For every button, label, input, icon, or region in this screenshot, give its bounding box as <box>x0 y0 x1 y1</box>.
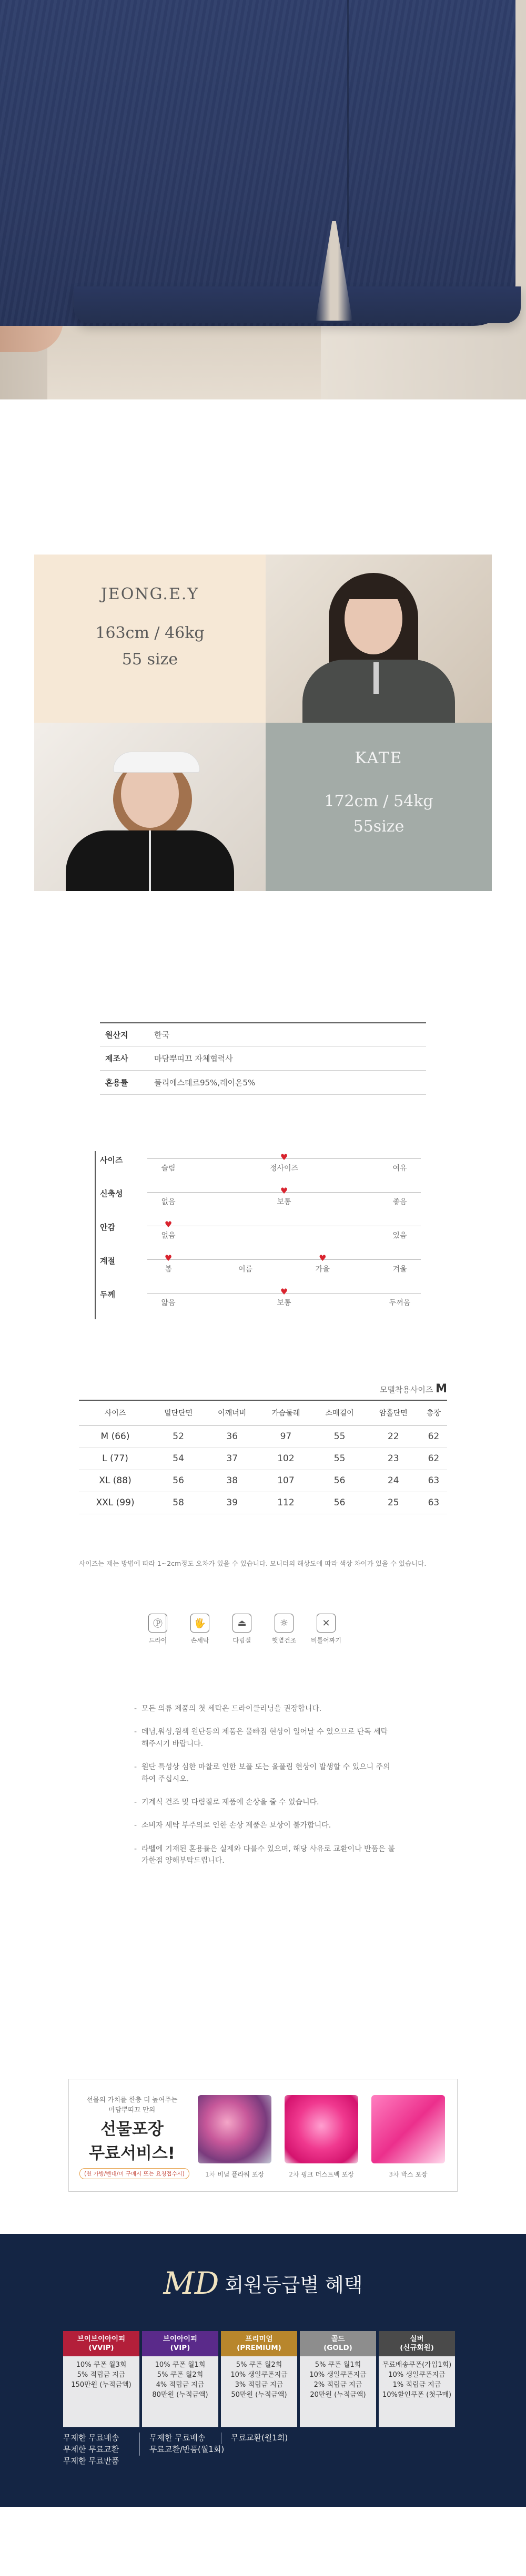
gift-title1: 선물포장 <box>100 2119 164 2139</box>
table-row <box>79 1470 447 1492</box>
care-item <box>184 1614 216 1645</box>
size-table-header: 사이즈 <box>79 1400 151 1425</box>
pants <box>47 315 321 399</box>
rating-option: 얇음 <box>161 1299 176 1307</box>
gift-wrap-banner <box>68 2079 458 2192</box>
care-notes <box>134 1703 397 1879</box>
list-item: - 원단 특성상 심한 마찰로 인한 보풀 또는 올풀림 현상이 발생할 수 있으니 주의하여 주십시오. <box>134 1761 397 1785</box>
model-size-label: 모델착용사이즈 <box>379 1385 433 1394</box>
md-logo: MD <box>163 2265 219 2301</box>
tier-benefits: 무료배송쿠폰(가입1회) 10% 생일쿠폰지급 1% 적립금 지급 10%할인쿠폰 (첫구매) <box>379 2356 455 2427</box>
list-item: - 소비자 세탁 부주의로 인한 손상 제품은 보상이 불가합니다. <box>134 1820 397 1831</box>
heart-icon: ♥ <box>164 1253 173 1263</box>
list-item: - 기계식 건조 및 다림질로 제품에 손상을 줄 수 있습니다. <box>134 1797 397 1808</box>
care-label: 다림질 <box>232 1637 251 1644</box>
size-cell: 36 <box>205 1425 259 1448</box>
size-cell: 24 <box>367 1470 420 1492</box>
gift-step-2: 2차 핑크 더스트백 포장 <box>289 2171 354 2178</box>
heart-icon: ♥ <box>164 1219 173 1229</box>
dry-clean-icon: Ⓟ <box>148 1614 167 1633</box>
size-cell: 25 <box>367 1492 420 1514</box>
iron-icon: ⏏ <box>232 1614 251 1633</box>
tier-benefits: 10% 쿠폰 월3회 5% 적립금 지급 150만원 (누적금액) <box>63 2356 139 2427</box>
benefit-group-right: 무료교환(월1회) <box>221 2433 342 2444</box>
size-table-header: 가슴둘레 <box>259 1400 312 1425</box>
model2-info <box>266 723 492 891</box>
gift-title2: 무료서비스! <box>89 2144 175 2163</box>
care-item <box>310 1614 342 1645</box>
size-table <box>79 1400 447 1514</box>
rating-option: 여유 <box>392 1164 407 1173</box>
care-label: 햇볕건조 <box>271 1637 297 1644</box>
size-cell: 56 <box>313 1470 367 1492</box>
size-cell: XXL (99) <box>79 1492 151 1514</box>
size-table-header: 암홀단면 <box>367 1400 420 1425</box>
tier-header: 프리미엄 (PREMIUM) <box>221 2331 297 2356</box>
banded-hem <box>74 286 521 323</box>
size-cell: 37 <box>205 1448 259 1470</box>
size-footnote: 사이즈는 재는 방법에 따라 1~2cm정도 오차가 있을 수 있습니다. 모니터의 해상도에 따라 색상 차이가 있을 수 있습니다. <box>79 1559 427 1567</box>
rating-row <box>95 1213 431 1247</box>
rating-option: 가을 <box>315 1265 330 1274</box>
list-item: - 데님,워싱,웜색 원단등의 제품은 물빠짐 현상이 일어날 수 있으므로 단독 세탁 해주시기 바랍니다. <box>134 1726 397 1750</box>
size-table-header: 어깨너비 <box>205 1400 259 1425</box>
care-label: 비틀어짜기 <box>311 1637 341 1644</box>
rating-label: 두께 <box>100 1290 115 1299</box>
benefit-group-mid: 무제한 무료배송 무료교환/반품(월1회) <box>139 2433 260 2456</box>
tier-column <box>300 2331 376 2427</box>
rating-row <box>95 1146 431 1179</box>
model1-info <box>34 555 266 723</box>
heart-icon: ♥ <box>280 1186 288 1196</box>
care-label: 드라이 <box>148 1637 167 1644</box>
table-row <box>79 1425 447 1448</box>
size-table-header: 총장 <box>420 1400 447 1425</box>
rating-option: 겨울 <box>392 1265 407 1274</box>
size-cell: 102 <box>259 1448 312 1470</box>
size-cell: 55 <box>313 1448 367 1470</box>
sun-dry-icon: ☼ <box>275 1614 294 1633</box>
rating-option: 좋음 <box>392 1198 407 1206</box>
info-row-maker <box>100 1046 426 1071</box>
rating-label: 계절 <box>100 1256 115 1266</box>
size-cell: 58 <box>151 1492 205 1514</box>
tier-benefits: 10% 쿠폰 월1회 5% 쿠폰 월2회 4% 적립금 지급 80만원 (누적금액) <box>142 2356 218 2427</box>
navy-top <box>0 0 515 326</box>
gift-line1: 선물의 가치를 한층 더 높여주는 <box>86 2096 178 2103</box>
gift-note: (천 가방/벤대/미 구매시 또는 요청접수시) <box>79 2168 189 2179</box>
care-item <box>268 1614 300 1645</box>
info-value: 한국 <box>154 1030 169 1040</box>
heart-icon: ♥ <box>280 1152 288 1162</box>
model2-photo <box>34 723 266 891</box>
size-cell: XL (88) <box>79 1470 151 1492</box>
model2-stats: 172cm / 54kg <box>324 792 433 810</box>
size-cell: 112 <box>259 1492 312 1514</box>
size-cell: 63 <box>420 1492 447 1514</box>
vinyl-flower-wrap-image <box>198 2095 271 2163</box>
rating-row <box>95 1247 431 1280</box>
size-cell: 38 <box>205 1470 259 1492</box>
care-label: 손세탁 <box>190 1637 209 1644</box>
table-row <box>79 1448 447 1470</box>
size-cell: 56 <box>313 1492 367 1514</box>
gift-box-image <box>371 2095 445 2163</box>
model1-name: JEONG.E.Y <box>100 585 199 603</box>
rating-option: 두꺼움 <box>389 1299 411 1307</box>
size-cell: 22 <box>367 1425 420 1448</box>
size-cell: 56 <box>151 1470 205 1492</box>
tier-benefits: 5% 쿠폰 월1회 10% 생일쿠폰지급 2% 적립금 지급 20만원 (누적금액) <box>300 2356 376 2427</box>
tier-header: 브이브이아이피 (VVIP) <box>63 2331 139 2356</box>
info-value: 폴리에스테르95%,레이온5% <box>154 1078 256 1087</box>
size-cell: L (77) <box>79 1448 151 1470</box>
info-row-material <box>100 1071 426 1095</box>
size-cell: 55 <box>313 1425 367 1448</box>
size-table-header: 밑단단면 <box>151 1400 205 1425</box>
size-cell: 54 <box>151 1448 205 1470</box>
rating-option: 있음 <box>392 1231 407 1240</box>
tier-column <box>63 2331 139 2427</box>
info-row-origin <box>100 1022 426 1046</box>
membership-benefits <box>0 2234 526 2507</box>
product-detail-photo <box>0 0 526 399</box>
size-table-header: 소매길이 <box>313 1400 367 1425</box>
white-cap <box>113 752 200 773</box>
tier-header: 브이아이피 (VIP) <box>142 2331 218 2356</box>
model-info-section <box>34 555 492 891</box>
no-bleach-icon: ✕ <box>317 1614 336 1633</box>
table-row <box>79 1492 447 1514</box>
size-cell: M (66) <box>79 1425 151 1448</box>
rating-option: 보통 <box>277 1299 291 1307</box>
rating-option: 없음 <box>161 1198 176 1206</box>
size-cell: 63 <box>420 1470 447 1492</box>
care-item <box>226 1614 258 1645</box>
tier-header: 골드 (GOLD) <box>300 2331 376 2356</box>
rating-option: 정사이즈 <box>269 1164 299 1173</box>
gift-step-3: 3차 박스 포장 <box>389 2171 428 2178</box>
size-cell: 23 <box>367 1448 420 1470</box>
size-cell: 97 <box>259 1425 312 1448</box>
size-cell: 107 <box>259 1470 312 1492</box>
model-size-note <box>79 1382 447 1395</box>
model-size-value: M <box>436 1382 447 1395</box>
gift-step-1: 1차 비닐 플라워 포장 <box>205 2171 264 2178</box>
rating-label: 신축성 <box>100 1189 123 1198</box>
product-info-table <box>100 1022 426 1095</box>
heart-icon: ♥ <box>280 1287 288 1297</box>
heart-icon: ♥ <box>319 1253 327 1263</box>
rating-option: 보통 <box>277 1198 291 1206</box>
care-icons <box>142 1614 373 1656</box>
size-cell: 62 <box>420 1448 447 1470</box>
info-key: 제조사 <box>105 1054 128 1063</box>
tier-column <box>379 2331 455 2427</box>
rating-row <box>95 1179 431 1213</box>
model2-size: 55size <box>353 817 404 836</box>
model1-photo <box>266 555 492 723</box>
size-table-section <box>79 1382 447 1514</box>
rating-label: 사이즈 <box>100 1155 123 1165</box>
size-cell: 39 <box>205 1492 259 1514</box>
tier-column <box>221 2331 297 2427</box>
membership-title <box>0 2265 526 2301</box>
product-rating-chart <box>95 1146 431 1314</box>
size-cell: 62 <box>420 1425 447 1448</box>
rating-option: 여름 <box>238 1265 253 1274</box>
tier-column <box>142 2331 218 2427</box>
membership-heading: 회원등급별 혜택 <box>225 2274 363 2296</box>
gift-line2: 마담뿌띠끄 만의 <box>108 2105 156 2113</box>
tier-benefits: 5% 쿠폰 월2회 10% 생일쿠폰지급 3% 적립금 지급 50만원 (누적금액) <box>221 2356 297 2427</box>
pink-dustbag-image <box>285 2095 358 2163</box>
rating-option: 없음 <box>161 1231 176 1240</box>
list-item: - 모든 의류 제품의 첫 세탁은 드라이클리닝을 권장합니다. <box>134 1703 397 1715</box>
rating-option: 슬림 <box>161 1164 176 1173</box>
model1-stats: 163cm / 46kg <box>95 624 205 642</box>
list-item: - 라벨에 기재된 혼용률은 실제와 다를수 있으며, 해당 사유로 교환이나 반품은 불가한점 양해부탁드립니다. <box>134 1843 397 1867</box>
info-value: 마담뿌띠끄 자체협력사 <box>154 1054 233 1063</box>
info-key: 혼용률 <box>105 1078 128 1087</box>
size-cell: 52 <box>151 1425 205 1448</box>
rating-row <box>95 1280 431 1314</box>
care-item <box>142 1614 174 1645</box>
hand-wash-icon: 🖐 <box>190 1614 209 1633</box>
model1-size: 55 size <box>122 650 178 669</box>
model2-name: KATE <box>355 749 403 767</box>
rating-label: 안감 <box>100 1223 115 1232</box>
rating-option: 봄 <box>165 1265 172 1274</box>
benefit-group-top: 무제한 무료배송 무제한 무료교환 무제한 무료반품 <box>63 2433 119 2466</box>
info-key: 원산지 <box>105 1030 128 1040</box>
tier-header: 실버 (신규회원) <box>379 2331 455 2356</box>
